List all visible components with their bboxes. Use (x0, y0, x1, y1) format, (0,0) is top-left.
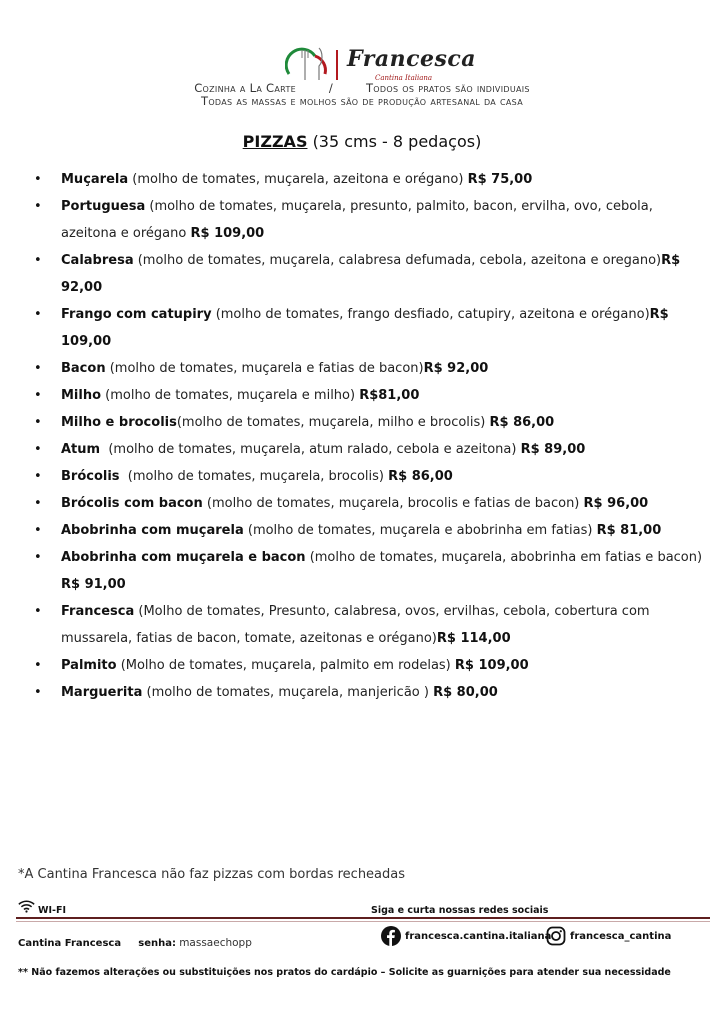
menu-item-description: (molho de tomates, muçarela, atum ralado, cebola e azeitona) (100, 442, 521, 457)
menu-item-name: Milho (61, 388, 102, 403)
section-subtitle: (35 cms - 8 pedaços) (312, 132, 482, 151)
menu-item-description: (molho de tomates, muçarela, brocolis) (119, 469, 389, 484)
menu-item (34, 598, 710, 652)
section-title (0, 132, 724, 151)
facebook-icon (381, 926, 401, 946)
wifi-password: massaechopp (179, 937, 252, 949)
header-line-2: Todas as massas e molhos são de produção artesanal da casa (201, 94, 523, 108)
footer-divider-thin (16, 921, 710, 922)
menu-item-price: R$ 91,00 (61, 577, 126, 592)
menu-item-price: R$ 109,00 (61, 307, 669, 349)
instagram-icon (546, 926, 566, 946)
menu-item-name: Portuguesa (61, 199, 146, 214)
menu-item-name: Brócolis (61, 469, 120, 484)
disclaimer: ** Não fazemos alterações ou substituições nos pratos do cardápio – Solicite as guarnições para atender sua necessidade (18, 967, 671, 978)
footer-divider (16, 917, 710, 919)
logo-subtext: Cantina Italiana (375, 74, 433, 82)
menu-item-price: R$ 92,00 (61, 253, 681, 295)
menu-item-description: (molho de tomates, muçarela, brocolis e fatias de bacon) (202, 496, 584, 511)
menu-item-name: Marguerita (61, 685, 143, 700)
menu-item-description: (molho de tomates, muçarela, azeitona e orégano) (128, 172, 468, 187)
wifi-credentials (18, 937, 252, 949)
menu-item (34, 409, 710, 436)
menu-item-description: (molho de tomates, muçarela, calabresa defumada, cebola, azeitona e oregano) (133, 253, 662, 268)
pizza-list (34, 166, 710, 706)
menu-item-name: Frango com catupiry (61, 307, 212, 322)
menu-item (34, 652, 710, 679)
menu-item-description: (molho de tomates, muçarela, abobrinha em fatias e bacon) (305, 550, 707, 565)
cantina-name: Cantina Francesca (18, 938, 122, 949)
section-title-main: PIZZAS (242, 132, 308, 151)
menu-item-price: R$ 81,00 (596, 523, 662, 538)
menu-item-name: Calabresa (61, 253, 134, 268)
header-separator: / (328, 81, 334, 95)
menu-item-price: R$ 86,00 (388, 469, 453, 484)
menu-item-name: Francesca (61, 604, 135, 619)
menu-item-description: (molho de tomates, muçarela, milho e brocolis) (176, 415, 490, 430)
menu-item (34, 355, 710, 382)
menu-item (34, 490, 710, 517)
menu-item-price: R$ 75,00 (467, 172, 533, 187)
menu-item-name: Abobrinha com muçarela e bacon (61, 550, 306, 565)
menu-item-description: (Molho de tomates, muçarela, palmito em rodelas) (116, 658, 455, 673)
menu-item-price: R$ 114,00 (436, 631, 511, 646)
menu-item-name: Atum (61, 442, 101, 457)
menu-item (34, 517, 710, 544)
menu-item-price: R$ 80,00 (433, 685, 498, 700)
menu-item (34, 247, 710, 301)
header-right: Todos os pratos são individuais (365, 81, 530, 95)
wifi-block (18, 895, 66, 916)
brand-logo (285, 44, 477, 84)
menu-item-description: (Molho de tomates, Presunto, calabresa, ovos, ervilhas, cebola, cobertura com mussarela, fatias de bacon, tomate, azeitonas e orégano) (61, 604, 654, 646)
menu-item-description: (molho de tomates, muçarela e abobrinha em fatias) (243, 523, 597, 538)
facebook-handle: francesca.cantina.italiana (405, 930, 552, 942)
logo-text: Francesca (347, 46, 477, 72)
password-label: senha: (138, 938, 177, 949)
header-left: Cozinha a La Carte (194, 81, 296, 95)
menu-item-price: R$81,00 (359, 388, 420, 403)
menu-item-name: Milho e brocolis (61, 415, 177, 430)
menu-item (34, 679, 710, 706)
wifi-label: WI-FI (38, 905, 66, 916)
menu-item-name: Muçarela (61, 172, 129, 187)
menu-item-description: (molho de tomates, frango desfiado, catupiry, azeitona e orégano) (211, 307, 650, 322)
wifi-icon (18, 899, 35, 913)
menu-item-price: R$ 86,00 (489, 415, 555, 430)
menu-item-price: R$ 89,00 (520, 442, 586, 457)
menu-item (34, 463, 710, 490)
menu-item-price: R$ 109,00 (454, 658, 529, 673)
menu-item-name: Palmito (61, 658, 117, 673)
menu-item (34, 544, 710, 598)
menu-item-description: (molho de tomates, muçarela, manjericão ) (142, 685, 434, 700)
menu-item-name: Abobrinha com muçarela (61, 523, 244, 538)
menu-item-price: R$ 109,00 (190, 226, 265, 241)
social-title: Siga e curta nossas redes sociais (371, 905, 549, 916)
menu-item-price: R$ 92,00 (423, 361, 489, 376)
menu-item (34, 193, 710, 247)
menu-item-name: Bacon (61, 361, 106, 376)
instagram-link[interactable] (546, 926, 671, 946)
menu-item (34, 166, 710, 193)
menu-item (34, 301, 710, 355)
facebook-link[interactable] (381, 926, 551, 946)
menu-item-description: (molho de tomates, muçarela, presunto, palmito, bacon, ervilha, ovo, cebola, azeitona e orégano (61, 199, 658, 241)
menu-item-price: R$ 96,00 (583, 496, 649, 511)
instagram-handle: francesca_cantina (570, 930, 672, 942)
header-line-1 (0, 81, 724, 95)
menu-item-description: (molho de tomates, muçarela e milho) (101, 388, 360, 403)
menu-item (34, 382, 710, 409)
menu-item (34, 436, 710, 463)
menu-item-name: Brócolis com bacon (61, 496, 203, 511)
cutlery-logo-icon (285, 44, 347, 84)
footer-note: *A Cantina Francesca não faz pizzas com bordas recheadas (18, 867, 406, 882)
menu-item-description: (molho de tomates, muçarela e fatias de bacon) (105, 361, 424, 376)
